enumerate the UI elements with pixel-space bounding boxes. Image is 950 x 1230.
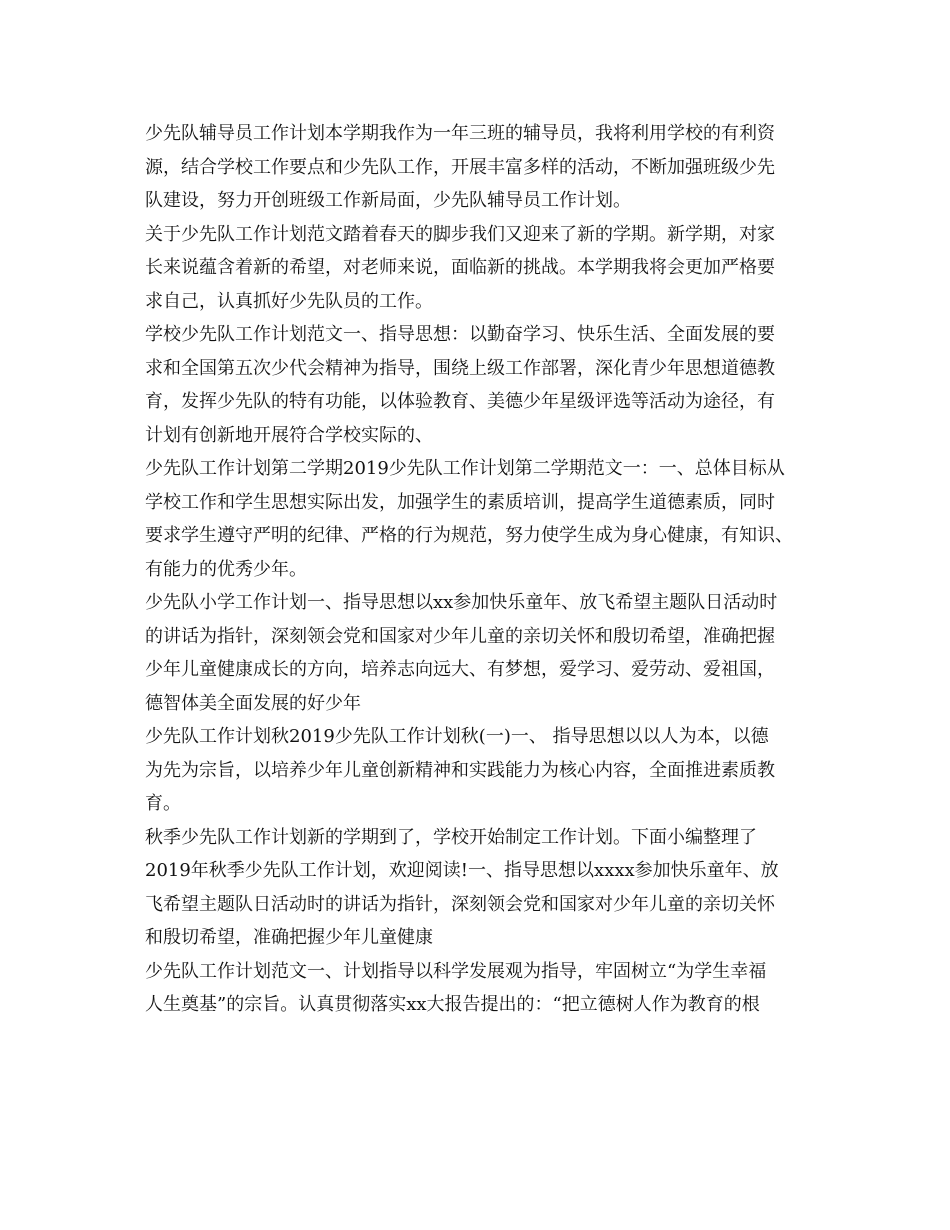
text-line: 要求学生遵守严明的纪律、严格的行为规范，努力使学生成为身心健康，有知识、 [145, 525, 793, 546]
text-line: 育。 [145, 793, 181, 814]
text-line: 少先队工作计划第二学期2019少先队工作计划第二学期范文一：一、总体目标从 [145, 458, 785, 479]
text-line: 计划有创新地开展符合学校实际的、 [145, 424, 433, 446]
text-line: 飞希望主题队日活动时的讲话为指针，深刻领会党和国家对少年儿童的亲切关怀 [145, 893, 775, 915]
text-line: 为先为宗旨，以培养少年儿童创新精神和实践能力为核心内容，全面推进素质教 [145, 759, 775, 781]
text-line: 少年儿童健康成长的方向，培养志向远大、有梦想，爱学习、爱劳动、爱祖国， [145, 659, 775, 680]
text-line: 求自己，认真抓好少先队员的工作。 [145, 290, 433, 312]
text-line: 少先队工作计划范文一、计划指导以科学发展观为指导，牢固树立“为学生幸福 [145, 960, 767, 982]
text-line: 德智体美全面发展的好少年 [145, 692, 361, 714]
text-line: 学校工作和学生思想实际出发，加强学生的素质培训，提高学生道德素质，同时 [145, 491, 775, 513]
text-line: 关于少先队工作计划范文踏着春天的脚步我们又迎来了新的学期。新学期，对家 [145, 223, 775, 245]
text-line: 少先队工作计划秋2019少先队工作计划秋(一)一、 指导思想以以人为本，以德 [145, 726, 769, 747]
text-line: 少先队小学工作计划一、指导思想以xx参加快乐童年、放飞希望主题队日活动时 [145, 592, 778, 613]
text-line: 的讲话为指针，深刻领会党和国家对少年儿童的亲切关怀和殷切希望，准确把握 [145, 625, 775, 647]
text-line: 人生奠基”的宗旨。认真贯彻落实xx大报告提出的：“把立德树人作为教育的根 [145, 994, 760, 1015]
text-line: 育，发挥少先队的特有功能，以体验教育、美德少年星级评选等活动为途径，有 [145, 391, 775, 412]
text-line: 2019年秋季少先队工作计划，欢迎阅读!一、指导思想以xxxx参加快乐童年、放 [145, 860, 779, 881]
text-line: 源，结合学校工作要点和少先队工作，开展丰富多样的活动，不断加强班级少先 [145, 156, 775, 178]
text-line: 长来说蕴含着新的希望，对老师来说，面临新的挑战。本学期我将会更加严格要 [145, 257, 775, 278]
text-line: 求和全国第五次少代会精神为指导，围绕上级工作部署，深化青少年思想道德教 [145, 357, 775, 379]
text-line: 秋季少先队工作计划新的学期到了，学校开始制定工作计划。下面小编整理了 [145, 826, 757, 848]
text-line: 队建设，努力开创班级工作新局面，少先队辅导员工作计划。 [145, 190, 631, 211]
text-line: 少先队辅导员工作计划本学期我作为一年三班的辅导员，我将利用学校的有利资 [145, 123, 775, 144]
document-body [145, 117, 805, 1022]
text-line: 和殷切希望，准确把握少年儿童健康 [145, 927, 433, 948]
text-line: 学校少先队工作计划范文一、指导思想：以勤奋学习、快乐生活、全面发展的要 [145, 324, 775, 345]
text-line: 有能力的优秀少年。 [145, 558, 307, 580]
